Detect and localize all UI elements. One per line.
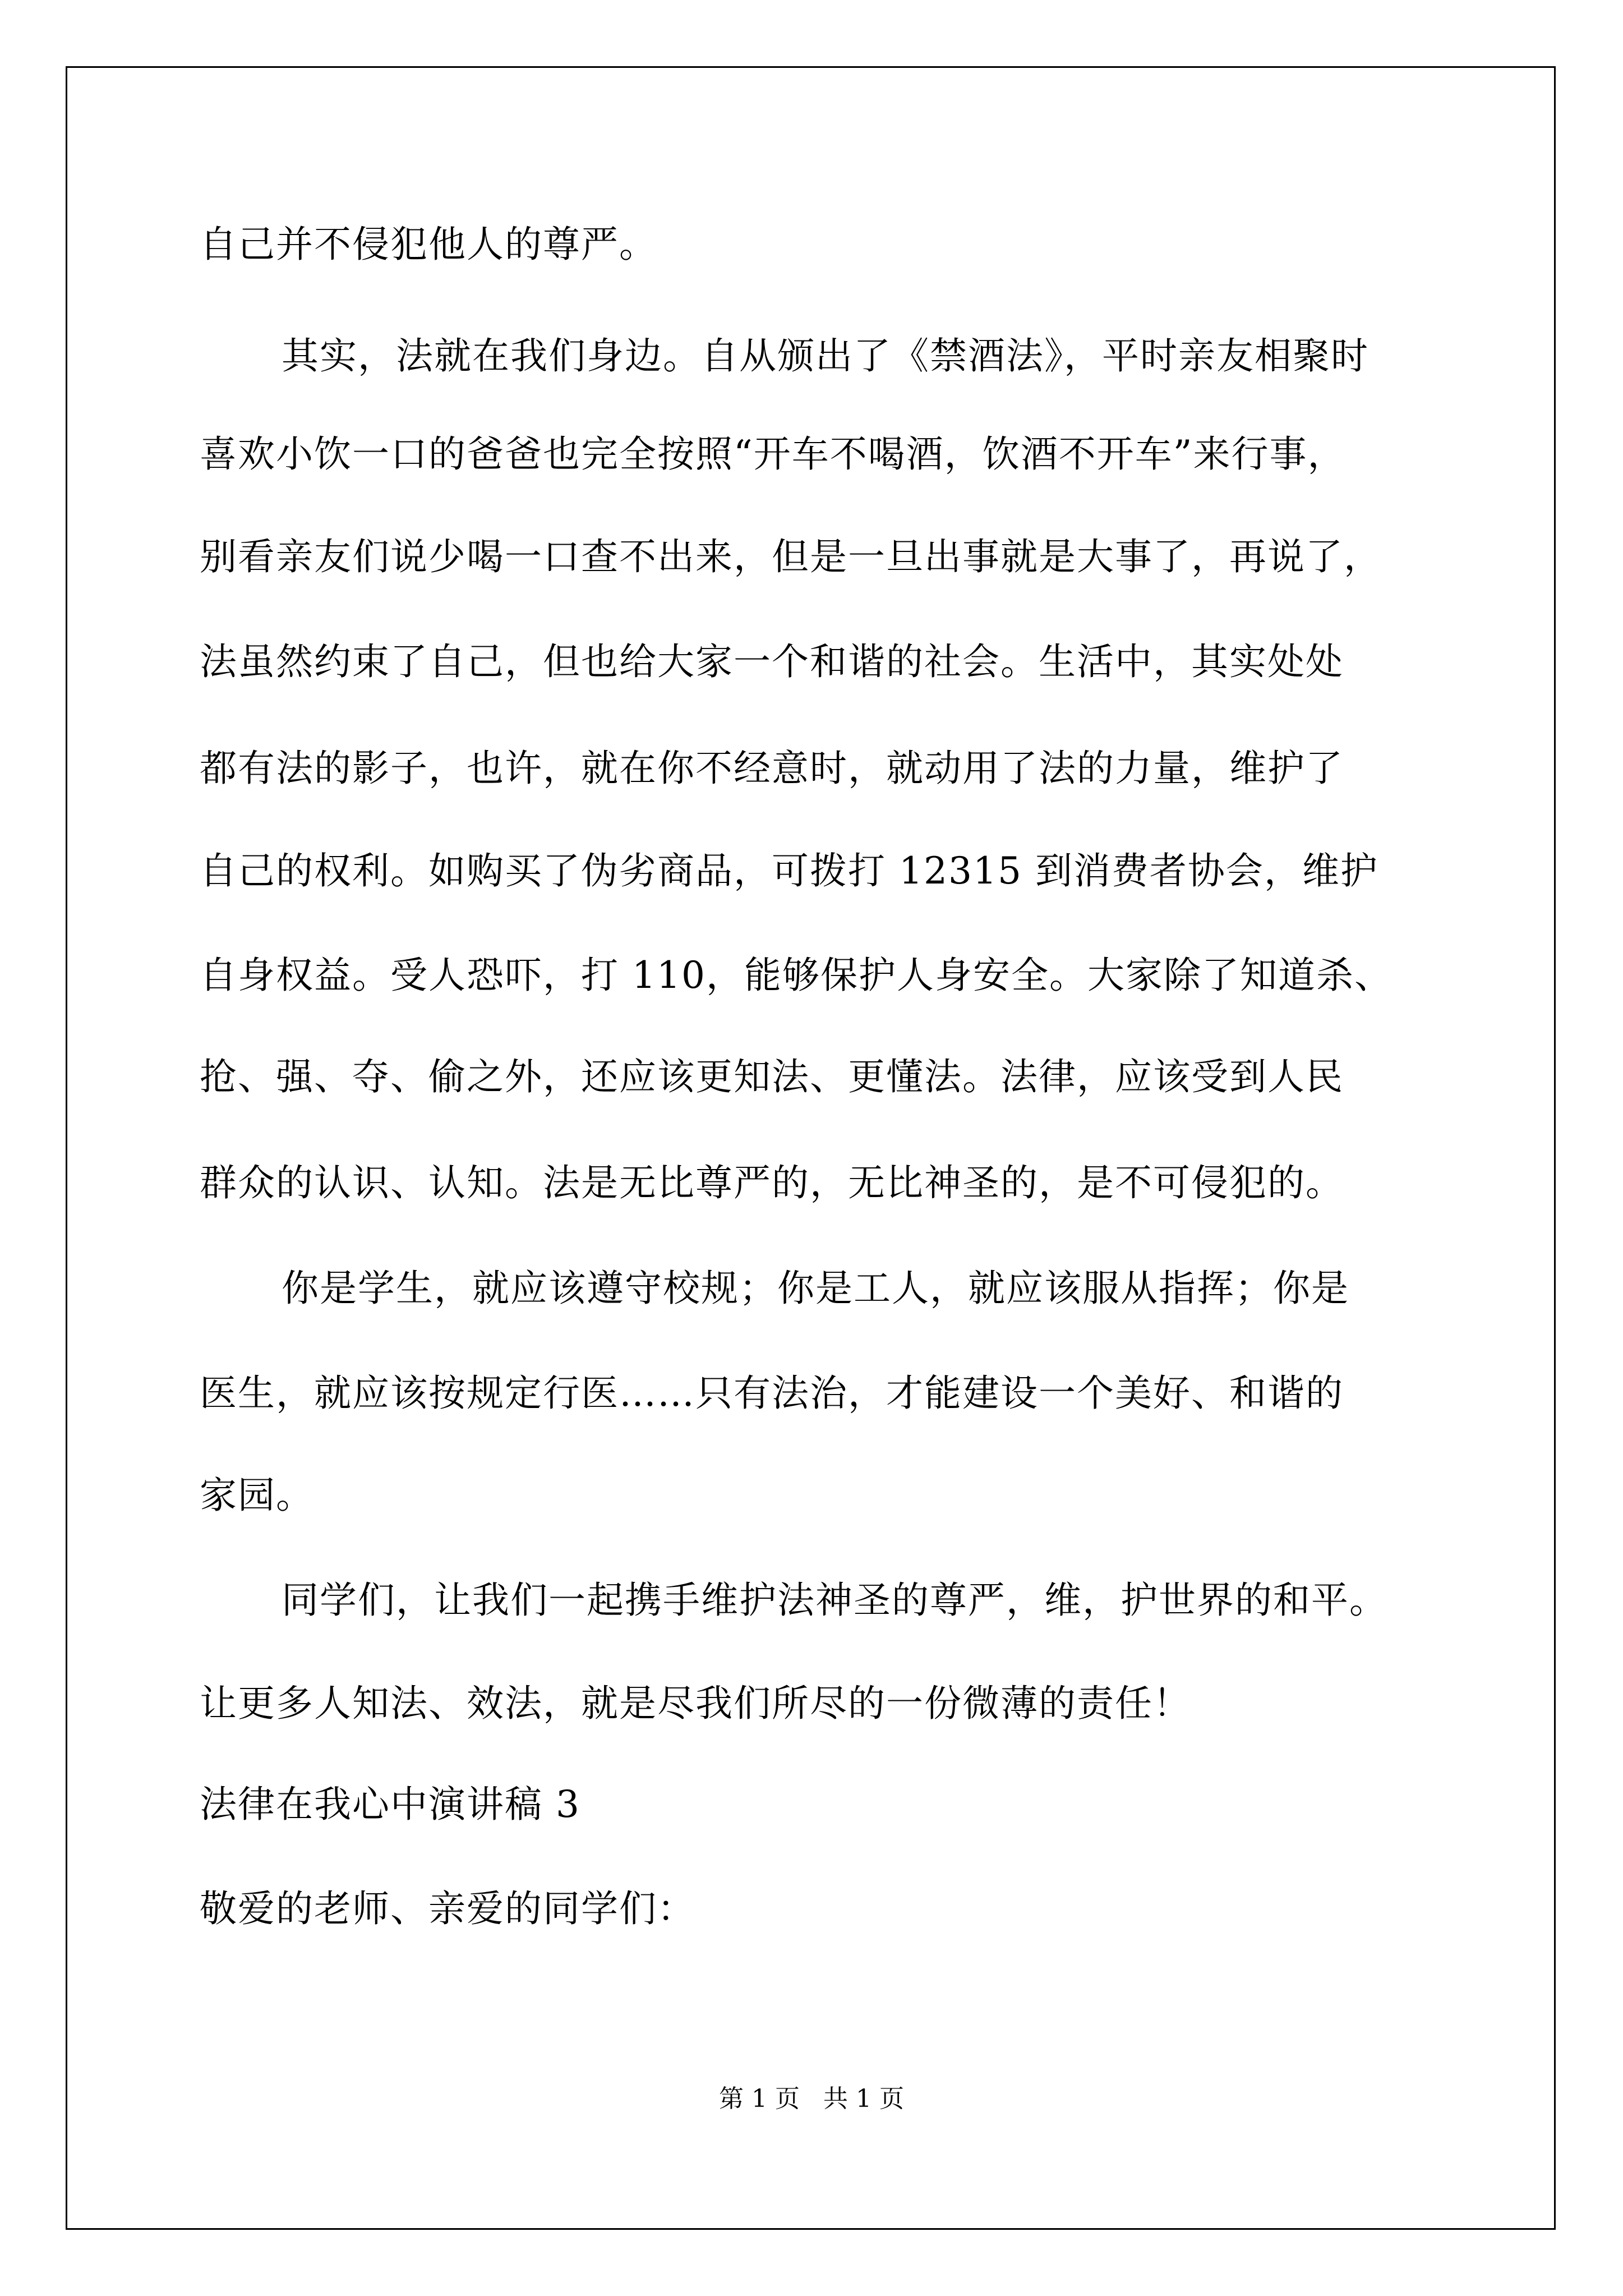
text-line: 抢、强、夺、偷之外，还应该更知法、更懂法。法律，应该受到人民 xyxy=(200,1055,1344,1098)
text-line: 法虽然约束了自己，但也给大家一个和谐的社会。生活中，其实处处 xyxy=(200,640,1344,683)
page-footer: 第 1 页 共 1 页 xyxy=(719,2085,904,2113)
text-line: 自己并不侵犯他人的尊严。 xyxy=(200,223,657,266)
text-line: 都有法的影子，也许，就在你不经意时，就动用了法的力量，维护了 xyxy=(200,747,1344,790)
section-title: 法律在我心中演讲稿 3 xyxy=(200,1783,580,1826)
text-line: 家园。 xyxy=(200,1474,314,1517)
text-line: 自身权益。受人恐吓，打 110，能够保护人身安全。大家除了知道杀、 xyxy=(200,954,1393,997)
paragraph-start-line: 其实，法就在我们身边。自从颁出了《禁酒法》，平时亲友相聚时 xyxy=(282,334,1369,378)
salutation: 敬爱的老师、亲爱的同学们： xyxy=(200,1887,695,1930)
text-line: 让更多人知法、效法，就是尽我们所尽的一份微薄的责任！ xyxy=(200,1682,1191,1725)
text-line: 自己的权利。如购买了伪劣商品，可拨打 12315 到消费者协会，维护 xyxy=(200,849,1378,892)
text-line: 别看亲友们说少喝一口查不出来，但是一旦出事就是大事了，再说了， xyxy=(200,535,1382,578)
paragraph-start-line: 你是学生，就应该遵守校规；你是工人，就应该服从指挥；你是 xyxy=(282,1267,1349,1310)
text-line: 群众的认识、认知。法是无比尊严的，无比神圣的，是不可侵犯的。 xyxy=(200,1161,1344,1204)
text-line: 医生，就应该按规定行医……只有法治，才能建设一个美好、和谐的 xyxy=(200,1372,1344,1415)
paragraph-start-line: 同学们，让我们一起携手维护法神圣的尊严，维，护世界的和平。 xyxy=(282,1579,1387,1622)
text-line: 喜欢小饮一口的爸爸也完全按照“开车不喝酒，饮酒不开车”来行事， xyxy=(200,432,1346,476)
